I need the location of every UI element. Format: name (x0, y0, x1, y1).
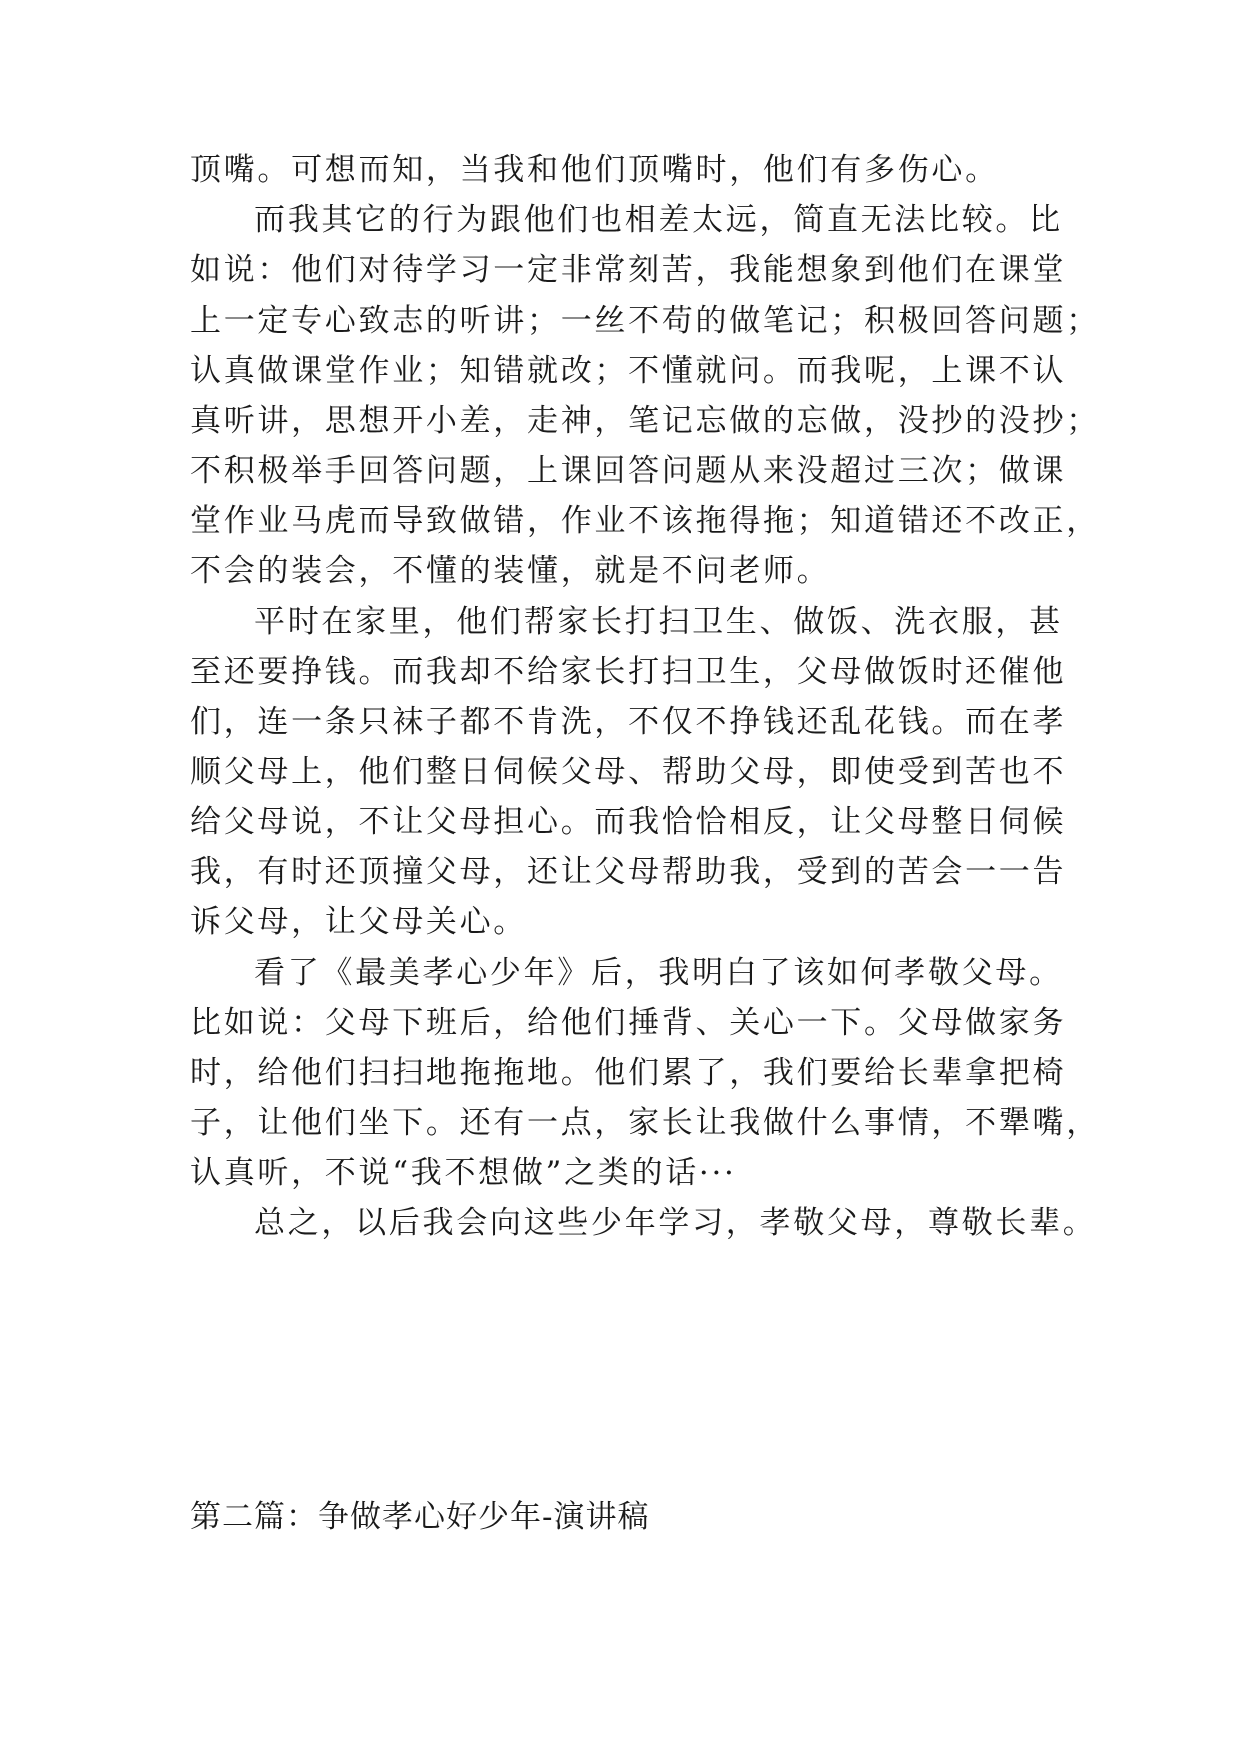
text-line: 堂作业马虎而导致做错，作业不该拖得拖；知道错还不改正， (190, 503, 1100, 539)
section-heading: 第二篇：争做孝心好少年-演讲稿 (190, 1499, 650, 1535)
text-line: 顺父母上，他们整日伺候父母、帮助父母，即使受到苦也不 (190, 754, 1067, 790)
text-line: 真听讲，思想开小差，走神，笔记忘做的忘做，没抄的没抄； (190, 403, 1100, 439)
text-line: 诉父母，让父母关心。 (190, 904, 527, 940)
text-line: 看了《最美孝心少年》后，我明白了该如何孝敬父母。 (254, 955, 1063, 991)
text-line: 如说：他们对待学习一定非常刻苦，我能想象到他们在课堂 (190, 252, 1067, 288)
text-line: 子，让他们坐下。还有一点，家长让我做什么事情，不犟嘴， (190, 1105, 1100, 1141)
text-line: 时，给他们扫扫地拖拖地。他们累了，我们要给长辈拿把椅 (190, 1055, 1067, 1091)
text-line: 比如说：父母下班后，给他们捶背、关心一下。父母做家务 (190, 1005, 1067, 1041)
text-line: 而我其它的行为跟他们也相差太远，简直无法比较。比 (254, 202, 1063, 238)
text-line: 们，连一条只袜子都不肯洗，不仅不挣钱还乱花钱。而在孝 (190, 704, 1067, 740)
text-line: 认真做课堂作业；知错就改；不懂就问。而我呢，上课不认 (190, 353, 1067, 389)
text-line: 认真听，不说“我不想做”之类的话··· (190, 1155, 737, 1191)
text-line: 总之，以后我会向这些少年学习，孝敬父母，尊敬长辈。 (254, 1205, 1097, 1241)
text-line: 顶嘴。可想而知，当我和他们顶嘴时，他们有多伤心。 (190, 152, 999, 188)
text-line: 给父母说，不让父母担心。而我恰恰相反，让父母整日伺候 (190, 804, 1067, 840)
text-line: 上一定专心致志的听讲；一丝不苟的做笔记；积极回答问题； (190, 303, 1100, 339)
text-line: 平时在家里，他们帮家长打扫卫生、做饭、洗衣服，甚 (254, 604, 1063, 640)
text-line: 不积极举手回答问题，上课回答问题从来没超过三次；做课 (190, 453, 1067, 489)
text-line: 不会的装会，不懂的装懂，就是不问老师。 (190, 553, 831, 589)
text-line: 我，有时还顶撞父母，还让父母帮助我，受到的苦会一一告 (190, 854, 1067, 890)
text-line: 至还要挣钱。而我却不给家长打扫卫生，父母做饭时还催他 (190, 654, 1067, 690)
